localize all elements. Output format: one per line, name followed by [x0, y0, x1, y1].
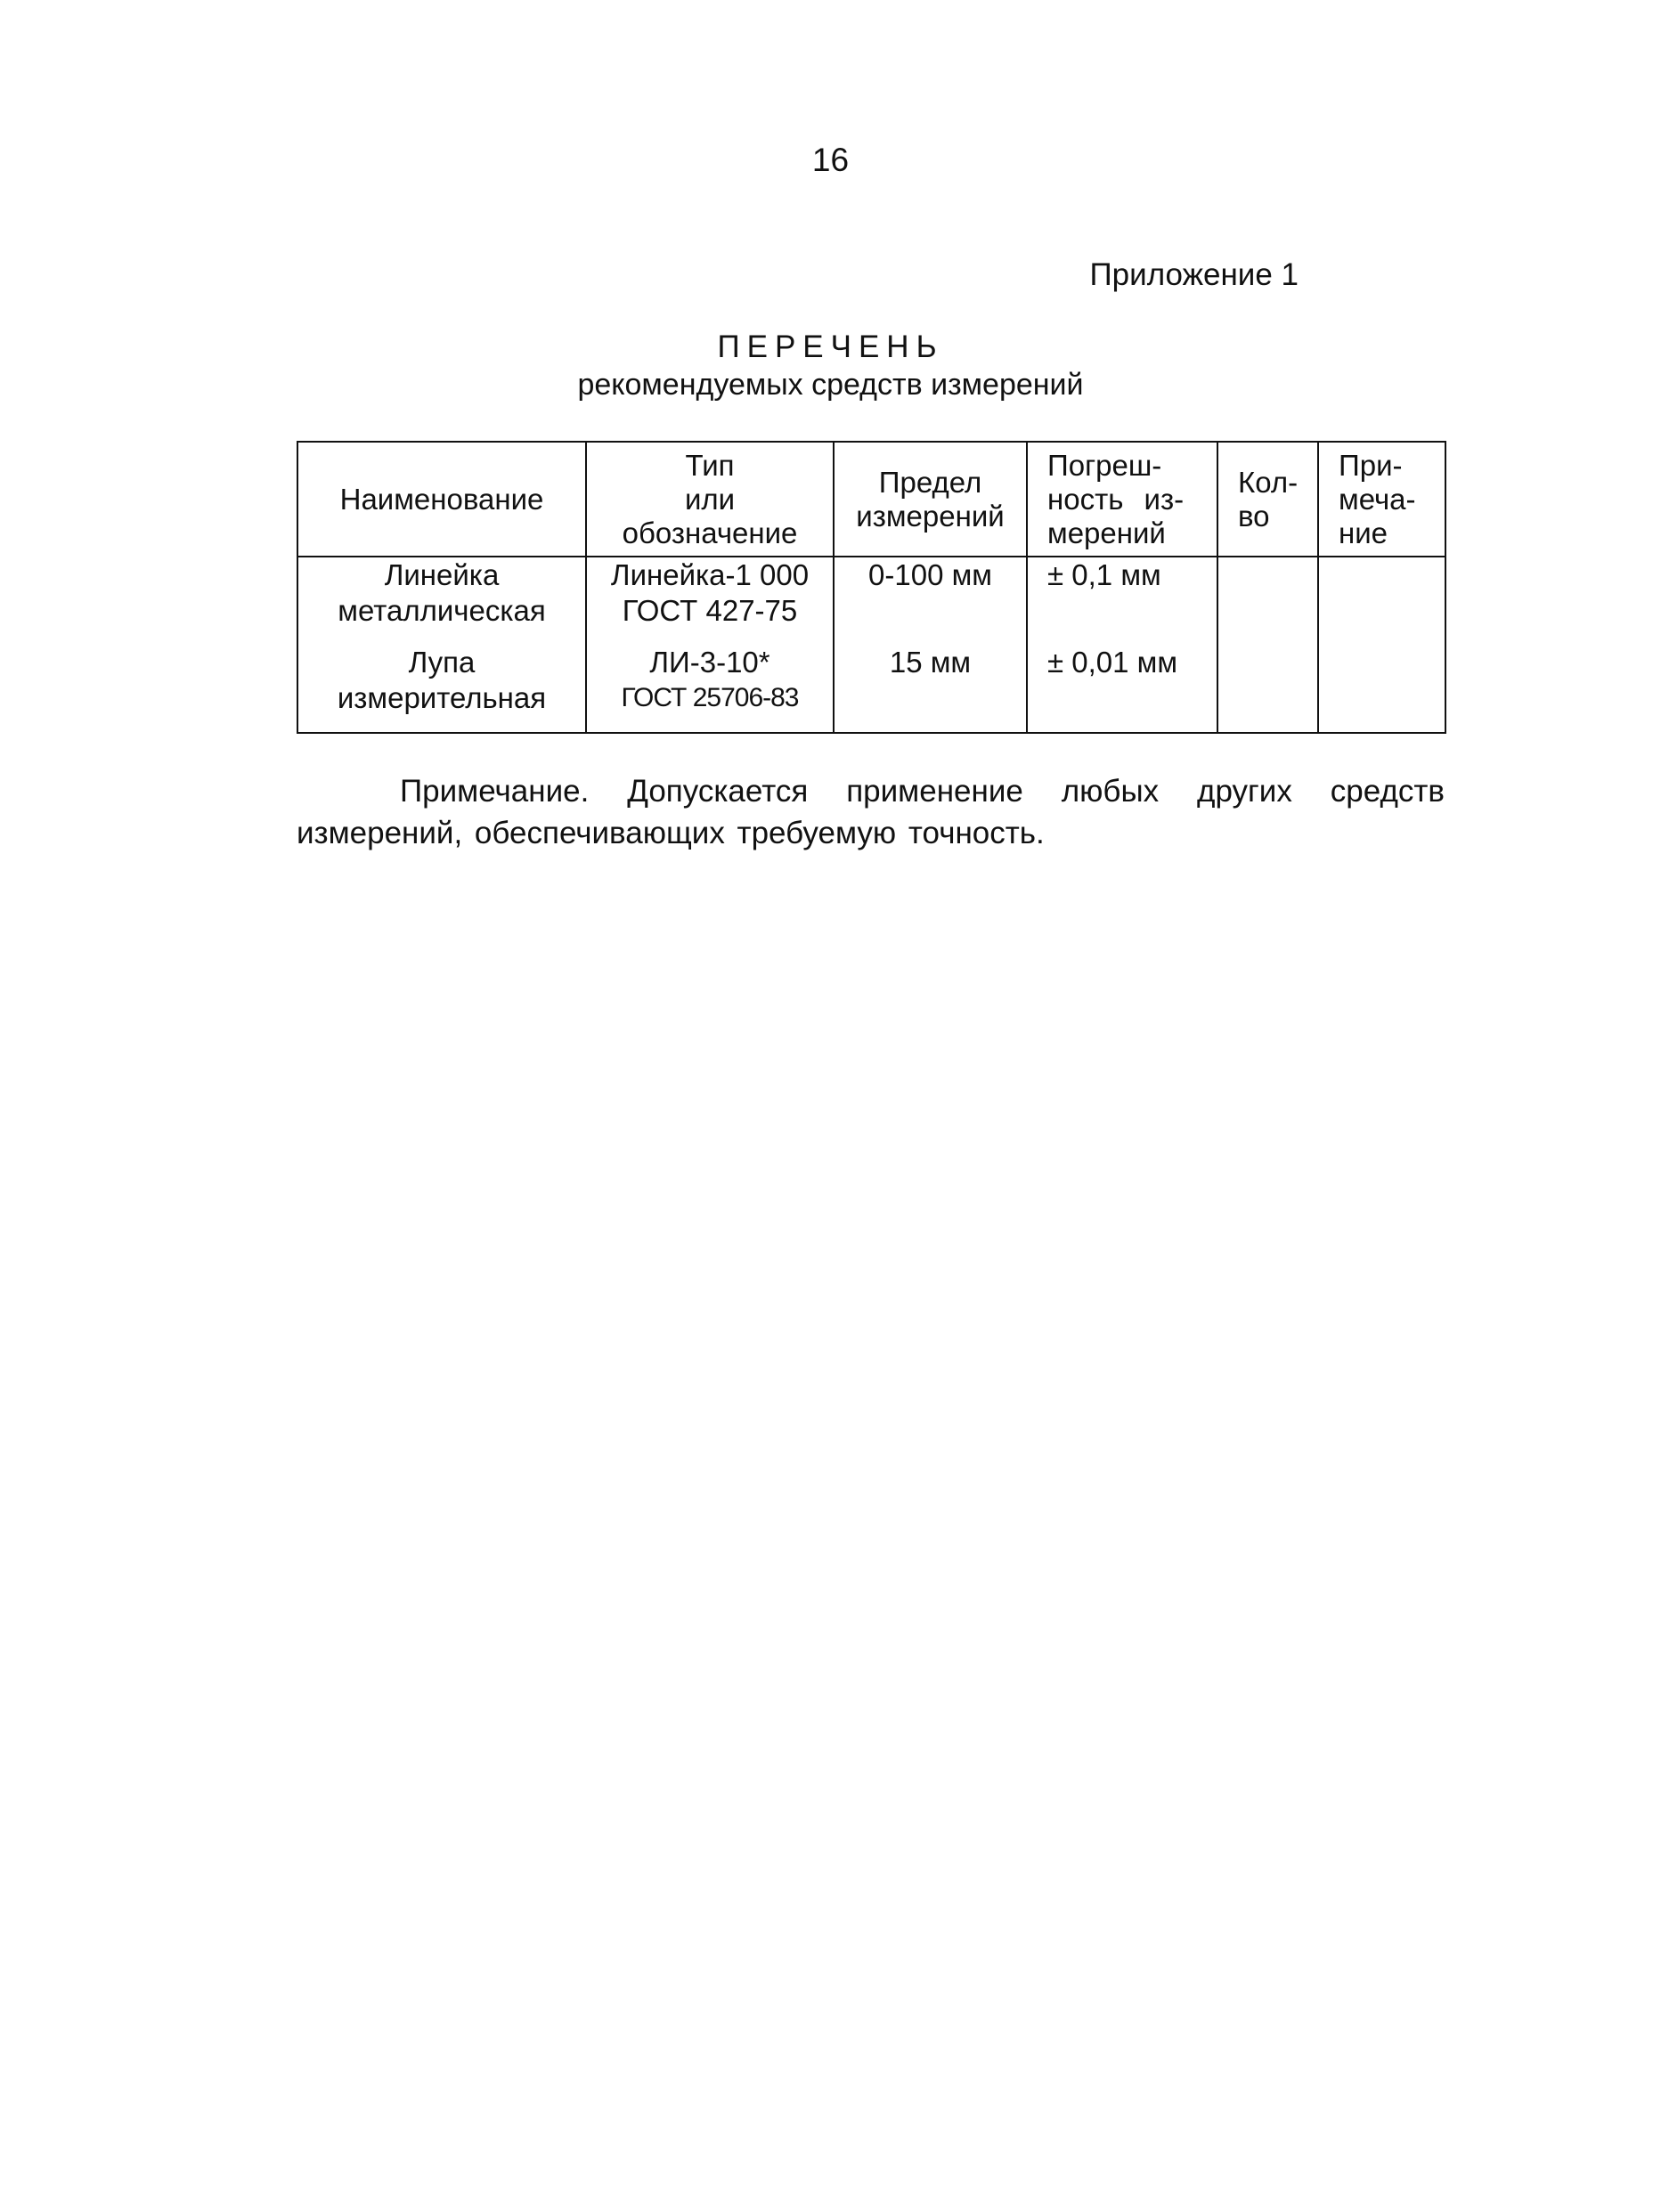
note-paragraph: Примечание. Допускается применение любых других средств измерений, обеспечивающих требуемую точность.	[297, 774, 1445, 850]
row-1-name-line-1: Линейка	[384, 558, 500, 591]
row-1-qty	[1222, 557, 1314, 593]
cell-error	[1027, 557, 1217, 733]
row-2-qty	[1222, 645, 1314, 680]
header-range: Предел измерений	[834, 442, 1027, 557]
header-name: Наименование	[297, 442, 586, 557]
row-2-range: 15 мм	[889, 646, 972, 679]
appendix-label: Приложение 1	[1089, 257, 1299, 292]
table-header-row	[297, 442, 1445, 557]
header-note: При- меча- ние	[1318, 442, 1445, 557]
header-type: Тип или обозначение	[586, 442, 834, 557]
row-2-error: ± 0,01 мм	[1047, 646, 1178, 679]
row-1-error: ± 0,1 мм	[1047, 558, 1161, 591]
cell-range	[834, 557, 1027, 733]
row-1-range: 0-100 мм	[868, 558, 992, 591]
row-1-type-line-2: ГОСТ 427-75	[622, 594, 798, 627]
page-number: 16	[811, 142, 850, 178]
cell-type	[586, 557, 834, 733]
header-qty: Кол- во	[1217, 442, 1318, 557]
cell-note	[1318, 557, 1445, 733]
row-2-name-line-1: Лупа	[408, 646, 476, 679]
row-2-type-line-1: ЛИ-3-10*	[649, 646, 770, 679]
row-2-note	[1323, 645, 1441, 680]
table-body-row	[297, 557, 1445, 733]
row-1-type-line-1: Линейка-1 000	[610, 558, 810, 591]
row-2-name-line-2: измерительная	[337, 681, 547, 714]
cell-name	[297, 557, 586, 733]
cell-qty	[1217, 557, 1318, 733]
row-1-name-line-2: металлическая	[338, 594, 546, 627]
document-subtitle: рекомендуемых средств измерений	[577, 368, 1084, 402]
row-2-type-line-2: ГОСТ 25706-83	[621, 683, 799, 712]
header-error: Погреш- ность из- мерений	[1027, 442, 1217, 557]
document-title: ПЕРЕЧЕНЬ	[717, 329, 944, 364]
instruments-table	[297, 441, 1446, 734]
row-1-note	[1323, 557, 1441, 593]
